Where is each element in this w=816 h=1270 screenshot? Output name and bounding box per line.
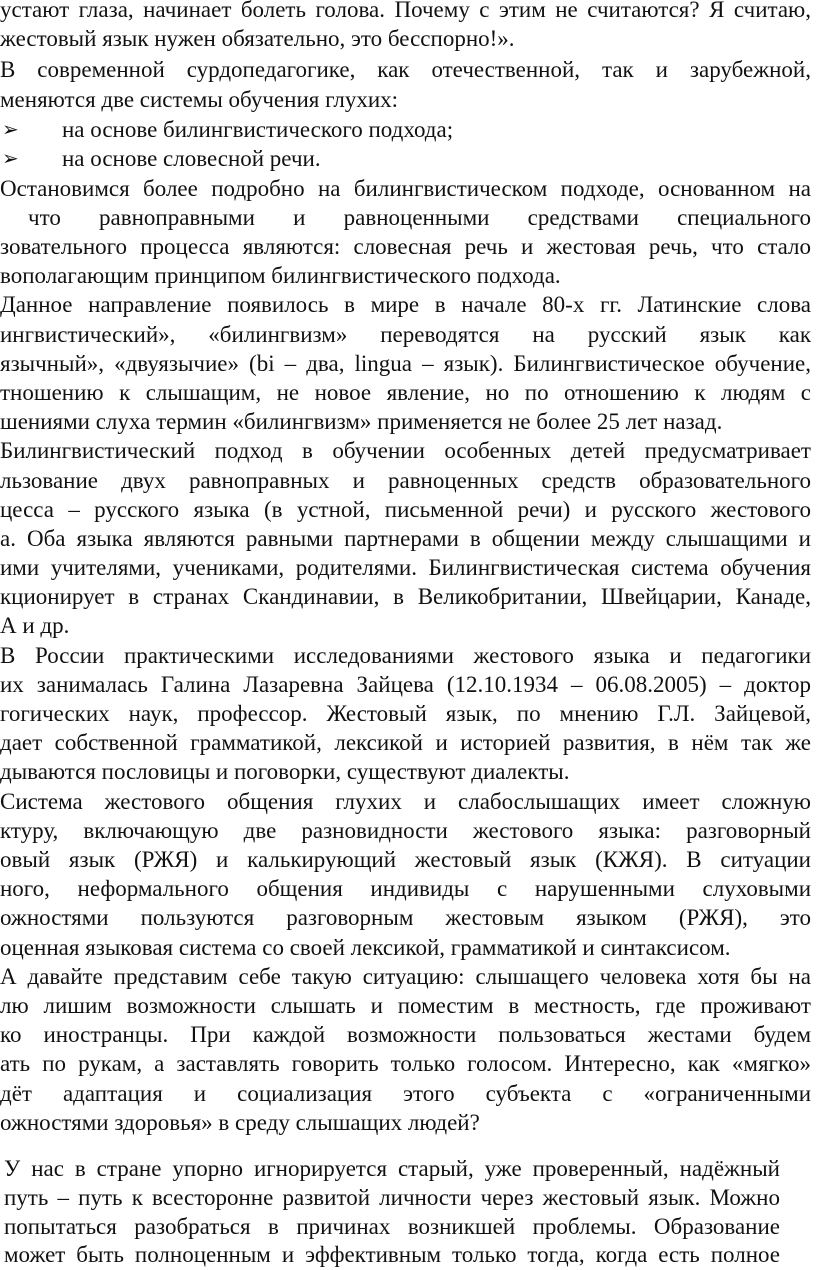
text-line: гогических наук, профессор. Жестовый язык, по мнению Г.Л. Зайцевой, xyxy=(0,701,811,726)
text-line: ного, неформального общения индивиды с нарушенными слуховыми xyxy=(0,876,811,901)
arrow-bullet-icon: ➢ xyxy=(2,119,19,141)
text-line: ожностями пользуются разговорным жестовым языком (РЖЯ), это xyxy=(0,905,811,930)
text-line: ожностями здоровья» в среду слышащих людей? xyxy=(0,1110,480,1135)
text-line: В современной сурдопедагогике, как отечественной, так и зарубежной, xyxy=(0,57,811,82)
text-line: А и др. xyxy=(0,613,70,638)
text-line: В России практическими исследованиями жестового языка и педагогики xyxy=(0,643,811,668)
text-line: жестовый язык нужен обязательно, это бесспорно!». xyxy=(0,26,515,51)
text-line: дёт адаптация и социализация этого субъекта с «ограниченными xyxy=(0,1081,811,1106)
text-line: овый язык (РЖЯ) и калькирующий жестовый язык (КЖЯ). В ситуации xyxy=(0,847,811,872)
text-line: шениями слуха термин «билингвизм» применяется не более 25 лет назад. xyxy=(0,409,723,434)
text-line: У нас в стране упорно игнорируется старый, уже проверенный, надёжный xyxy=(4,1156,780,1181)
text-line: оценная языковая система со своей лексикой, грамматикой и синтаксисом. xyxy=(0,935,731,960)
text-line: льзование двух равноправных и равноценных средств образовательного xyxy=(0,468,811,493)
text-line: меняются две системы обучения глухих: xyxy=(0,87,399,112)
text-line: дает собственной грамматикой, лексикой и историей развития, в нём так же xyxy=(0,730,811,755)
list-item xyxy=(0,115,811,145)
text-line: зовательного процесса являются: словесная речь и жестовая речь, что стало xyxy=(0,234,811,259)
text-line: язычный», «двуязычие» (bi – два, lingua – язык). Билингвистическое обучение, xyxy=(0,351,811,376)
text-line: ко иностранцы. При каждой возможности пользоваться жестами будем xyxy=(0,1022,811,1047)
text-line: дываются пословицы и поговорки, существуют диалекты. xyxy=(0,759,570,784)
text-line: А давайте представим себе такую ситуацию: слышащего человека хотя бы на xyxy=(0,964,811,989)
text-line: Остановимся более подробно на билингвистическом подходе, основанном на xyxy=(0,176,811,201)
text-line: Система жестового общения глухих и слабослышащих имеет сложную xyxy=(0,789,811,814)
text-line: а. Оба языка являются равными партнерами в общении между слышащими и xyxy=(0,526,811,551)
text-line: ингвистический», «билингвизм» переводятся на русский язык как xyxy=(0,322,811,347)
list-item-text: на основе билингвистического подхода; xyxy=(62,117,454,142)
text-line: может быть полноценным и эффективным только тогда, когда есть полное xyxy=(4,1242,780,1267)
list-item-text: на основе словесной речи. xyxy=(62,146,321,171)
text-line: что равноправными и равноценными средствами специального xyxy=(28,205,811,230)
text-line: ктуру, включающую две разновидности жестового языка: разговорный xyxy=(0,818,811,843)
text-line: попытаться разобраться в причинах возникшей проблемы. Образование xyxy=(4,1214,780,1239)
text-line: кционирует в странах Скандинавии, в Великобритании, Швейцарии, Канаде, xyxy=(0,584,811,609)
text-line: устают глаза, начинает болеть голова. Почему с этим не считаются? Я считаю, xyxy=(0,0,811,22)
list-item xyxy=(0,144,811,174)
text-line: ать по рукам, а заставлять говорить только голосом. Интересно, как «мягко» xyxy=(0,1051,811,1076)
text-line: ими учителями, учениками, родителями. Билингвистическая система обучения xyxy=(0,555,811,580)
text-line: их занималась Галина Лазаревна Зайцева (12.10.1934 – 06.08.2005) – доктор xyxy=(0,672,811,697)
text-line: Данное направление появилось в мире в начале 80-х гг. Латинские слова xyxy=(0,292,811,317)
text-line: лю лишим возможности слышать и поместим в местность, где проживают xyxy=(0,993,811,1018)
text-line: Билингвистический подход в обучении особенных детей предусматривает xyxy=(0,438,811,463)
text-line: путь – путь к всесторонне развитой личности через жестовый язык. Можно xyxy=(4,1185,780,1210)
text-line: цесса – русского языка (в устной, письменной речи) и русского жестового xyxy=(0,497,811,522)
text-line: вополагающим принципом билингвистического подхода. xyxy=(0,263,561,288)
text-line: тношению к слышащим, не новое явление, но по отношению к людям с xyxy=(0,380,811,405)
arrow-bullet-icon: ➢ xyxy=(2,148,19,170)
